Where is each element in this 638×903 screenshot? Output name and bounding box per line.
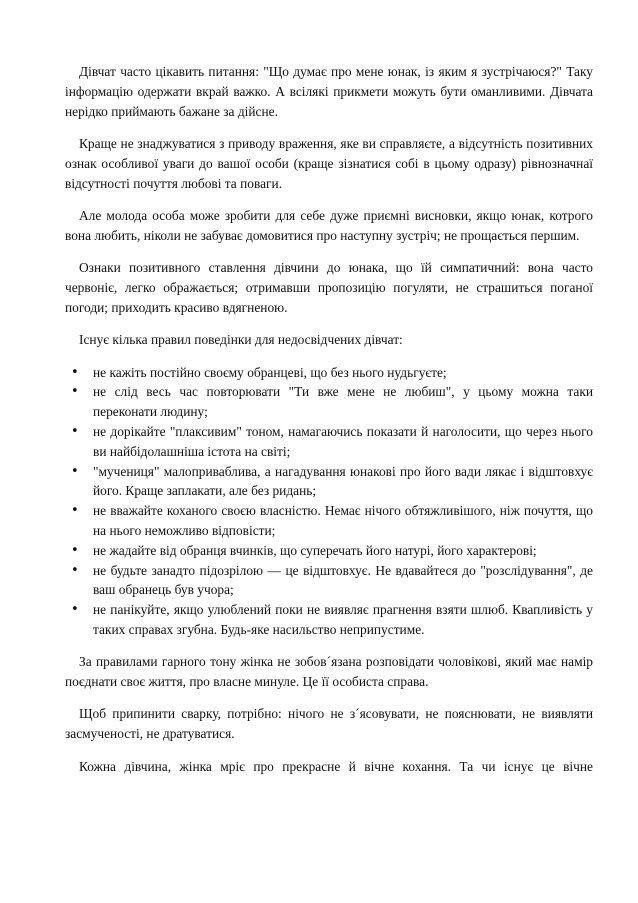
rules-intro: Існує кілька правил поведінки для недосвідчених дівчат: <box>79 332 403 348</box>
paragraph-6: Щоб припинити сварку, потрібно: нічого не з´ясовувати, не пояснювати, не виявляти засмученості, не дратуватися. <box>65 706 593 742</box>
paragraph-5: За правилами гарного тону жінка не зобов´язана розповідати чоловікові, який має намір поєднати своє життя, про власне минуле. Це її особиста справа. <box>65 654 593 690</box>
list-item <box>65 422 593 462</box>
paragraph-3: Але молода особа може зробити для себе дуже приємні висновки, якщо юнак, котрого вона любить, ніколи не забуває домовитися про наступну зустріч; не прощається першим. <box>65 207 593 243</box>
list-item-text: не кажіть постійно своєму обранцеві, що без нього нудьгуєте; <box>93 364 447 380</box>
list-item <box>65 541 593 561</box>
paragraph-7-start: Кожна дівчина, жінка мріє про прекрасне й вічне кохання. Та чи існує це вічне <box>79 758 593 774</box>
rules-list <box>65 363 593 640</box>
list-item-text: не дорікайте "плаксивим" тоном, намагаючись показати й наголосити, що через нього ви найбідолашніша істота на світі; <box>93 423 593 459</box>
list-item <box>65 501 593 541</box>
bullet-icon: • <box>71 423 79 439</box>
list-item <box>65 600 593 640</box>
list-item-text: не слід весь час повторювати "Ти вже мене не любиш", у цьому можна таки переконати людину; <box>93 384 593 420</box>
list-item <box>65 363 593 383</box>
bullet-icon: • <box>71 562 79 578</box>
bullet-icon: • <box>71 542 79 558</box>
list-item <box>65 382 593 422</box>
bullet-icon: • <box>71 364 79 380</box>
list-item-text: не жадайте від обранця вчинків, що суперечать його натурі, його характерові; <box>93 542 537 558</box>
list-item-text: не панікуйте, якщо улюблений поки не виявляє прагнення взяти шлюб. Квапливість у таких справах згубна. Будь-яке насильство неприпустиме. <box>93 602 593 637</box>
list-item-text: не будьте занадто підозрілою — це відштовхує. Не вдавайтеся до "розслідування", де ваш обранець був учора; <box>93 562 593 598</box>
bullet-icon: • <box>71 384 79 400</box>
paragraph-1: Дівчат часто цікавить питання: "Що думає про мене юнак, із яким я зустрічаюся?" Таку інформацію одержати вкрай важко. А всілякі прикмети можуть бути оманливими. Дівчата нерідко приймають бажане за дійсне. <box>65 64 593 119</box>
list-item-text: не вважайте коханого своєю власністю. Немає нічого обтяжливішого, ніж почуття, що на нього неможливо відповісти; <box>93 503 593 538</box>
bullet-icon: • <box>71 503 79 519</box>
list-item <box>65 462 593 502</box>
list-item-text: "мучениця" малоприваблива, а нагадування юнакові про його вади лякає і відштовхує його. Краще заплакати, але без ридань; <box>93 463 593 499</box>
bullet-icon: • <box>71 602 79 618</box>
document-page <box>65 62 593 776</box>
paragraph-2: Краще не знаджуватися з приводу враження, яке ви справляєте, а відсутність позитивних ознак особливої уваги до вашої особи (краще зізнатися собі в цьому одразу) рівнозначнаї відсутності почуття любові та поваги. <box>65 135 593 191</box>
list-item <box>65 561 593 601</box>
bullet-icon: • <box>71 463 79 479</box>
paragraph-4: Ознаки позитивного ставлення дівчини до юнака, що їй симпатичний: вона часто червоніє, легко ображається; отримавши пропозицію погуляти, не страшиться поганої погоди; приходить красиво вдягненою. <box>65 260 593 315</box>
